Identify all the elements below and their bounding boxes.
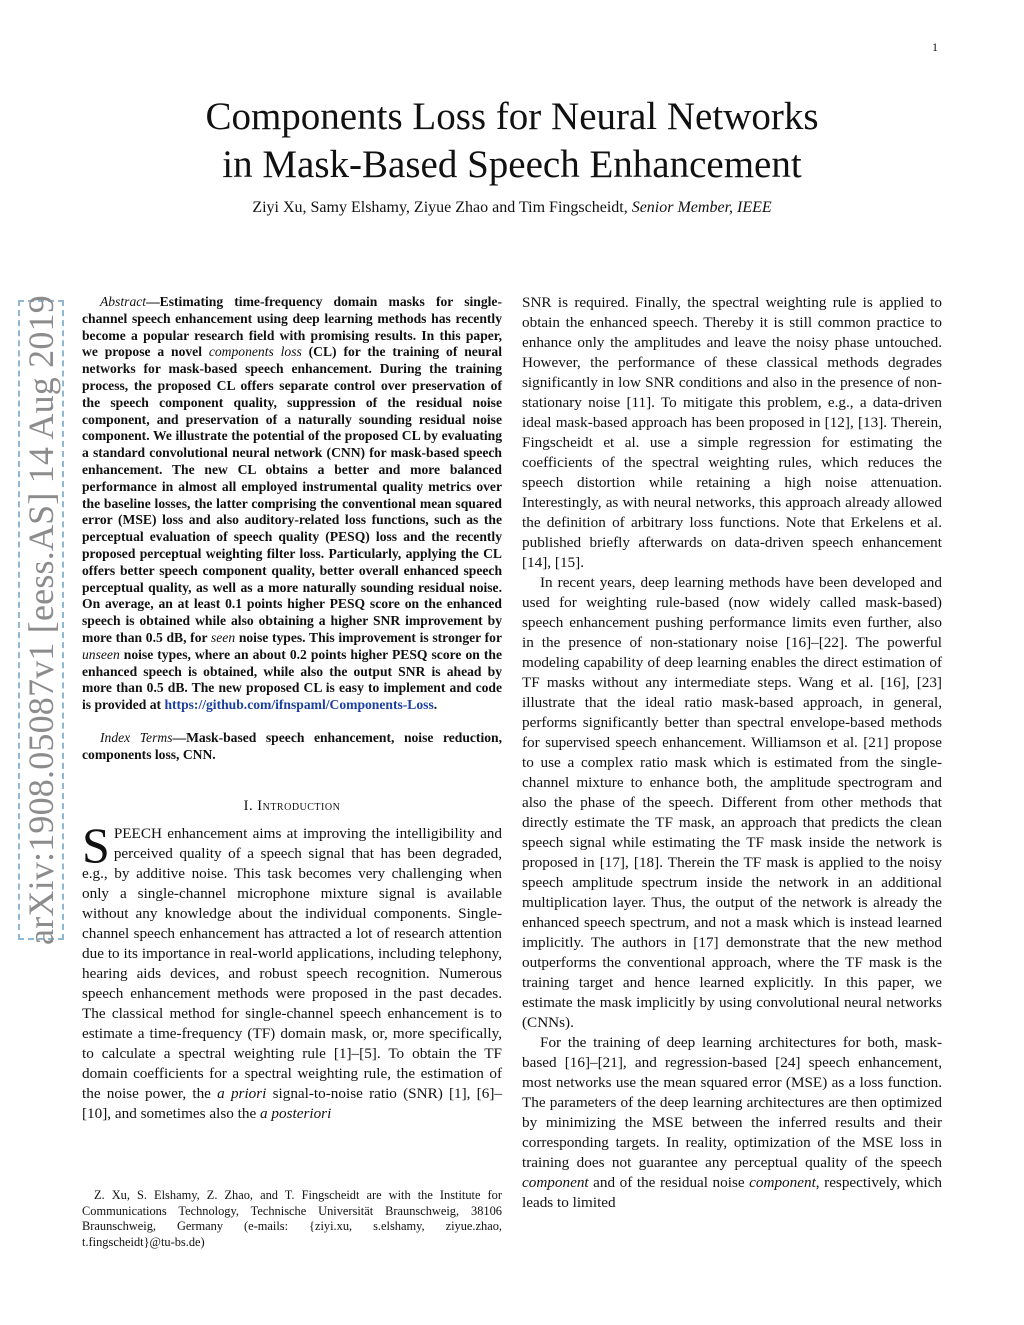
right-column [522, 293, 942, 1213]
abstract-label: Abstract [100, 294, 147, 309]
body-emphasis: component [522, 1174, 589, 1191]
index-terms-text: —Mask-based speech enhancement, noise reduction, components loss, CNN. [82, 729, 502, 762]
author-names: Ziyi Xu, Samy Elshamy, Ziyue Zhao and Tim Fingscheidt, [252, 199, 632, 216]
page-number: 1 [932, 40, 938, 54]
section-title: Introduction [257, 797, 341, 814]
body-paragraph: In recent years, deep learning methods have been developed and used for weighting rule-based (now widely called mask-based) speech enhancement pushing performance limits even further, also in the presence of non-stationary noise [16]–[22]. The powerful modeling capability of deep learning enables the direct estimation of TF masks without any intermediate steps. Wang et al. [16], [23] illustrate that the ideal ratio mask-based approach, in general, performs significantly better than spectral envelope-based methods for supervised speech enhancement. Williamson et al. [21] propose to use a complex ratio mask which is estimated from the single-channel mixture to enhance both, the amplitude spectrogram and also the phase of the speech. Different from other methods that directly estimate the TF mask, an approach that predicts the clean speech signal while estimating the TF mask inside the network is proposed in [17], [18]. Therein the TF mask is applied to the noisy speech amplitude spectrum inside the network in an additional multiplication layer. Thus, the output of the network is already the enhanced speech spectrum, and not a mask which is instead learned implicitly. The authors in [17] demonstrate that the new method outperforms the conventional approach, where the TF mask is the training target and hence learned explicitly. In this paper, we estimate the mask implicitly by using convolutional neural networks (CNNs). [522, 574, 942, 1031]
body-emphasis: component [749, 1174, 816, 1191]
abstract-text: noise types. This improvement is stronger for [235, 629, 502, 645]
title-line-1: Components Loss for Neural Networks [205, 95, 819, 138]
left-column [82, 294, 502, 1124]
abstract-seen: seen [210, 629, 236, 645]
arxiv-stamp[interactable] [18, 295, 64, 945]
index-terms [82, 730, 502, 764]
code-link[interactable]: https://github.com/ifnspaml/Components-Loss [164, 697, 434, 713]
author-list [0, 199, 1024, 217]
body-text: and of the residual noise [588, 1174, 750, 1191]
intro-paragraph [82, 816, 502, 1124]
author-affiliation-footnote: Z. Xu, S. Elshamy, Z. Zhao, and T. Fingscheidt are with the Institute for Communications Technology, Technische Universität Braunschweig, 38106 Braunschweig, Germany (e-mails: {ziyi.xu, s.elshamy, ziyue.zhao, t.fingscheidt}@tu-bs.de) [82, 1188, 502, 1249]
body-text: For the training of deep learning architectures for both, mask-based [16]–[21], and regression-based [24] speech enhancement, most networks use the mean squared error (MSE) as a loss function. The parameters of the deep learning architectures are then optimized by minimizing the MSE between the inferred results and their corresponding targets. In reality, optimization of the MSE loss in training does not guarantee any perceptual quality of the speech [522, 1034, 942, 1171]
section-heading-introduction [82, 796, 502, 816]
drop-cap: S [82, 816, 110, 873]
abstract-text: —Estimating time-frequency domain masks for single-channel speech enhancement using deep learning methods has recently become a popular research field with promising results. In this paper, we propose a novel [82, 294, 502, 360]
arxiv-identifier[interactable]: arXiv:1908.05087v1 [eess.AS] 14 Aug 2019 [21, 295, 61, 945]
paper-title [0, 93, 1024, 189]
intro-a-posteriori: a posteriori [260, 1104, 332, 1122]
abstract-text: . [433, 697, 438, 713]
abstract-text: noise types, where an about 0.2 points higher PESQ score on the enhanced speech is obtained, while also the output SNR is ahead by more than 0.5 dB. The new proposed CL is easy to implement and code is provided at [82, 646, 502, 713]
body-text: , respectively, which leads to limited [522, 1174, 942, 1211]
intro-a-priori: a priori [217, 1084, 267, 1102]
section-numeral: I. [243, 797, 258, 814]
abstract-unseen: unseen [82, 646, 120, 662]
index-terms-label: Index Terms [100, 729, 173, 745]
body-paragraph: SNR is required. Finally, the spectral weighting rule is applied to obtain the enhanced speech. Thereby it is still common practice to enhance only the amplitudes and leave the noisy phase untouched. However, the performance of these classical methods degrades significantly in low SNR conditions and also in the presence of non-stationary noise [11]. To mitigate this problem, e.g., a data-driven ideal mask-based approach has been proposed in [12], [13]. Therein, Fingscheidt et al. use a simple regression for estimating the coefficients of the spectral weighting rules, which reduces the speech distortion while retaining a high noise attenuation. Interestingly, as with neural networks, this approach already allowed the definition of arbitrary loss functions. Note that Erkelens et al. published briefly afterwards on data-driven speech enhancement [14], [15]. [522, 294, 942, 571]
title-line-2: in Mask-Based Speech Enhancement [222, 143, 802, 186]
body-paragraph [522, 1033, 942, 1213]
abstract-text: (CL) for the training of neural networks for mask-based speech enhancement. During the training process, the proposed CL offers separate control over preservation of the speech component quality, suppression of the residual noise component, and preservation of a naturally sounding residual noise component. We illustrate the potential of the proposed CL by evaluating a standard convolutional neural network (CNN) for mask-based speech enhancement. The new CL obtains a better and more balanced performance in almost all employed instrumental quality metrics over the baseline losses, the latter comprising the conventional mean squared error (MSE) loss and also auditory-related loss functions, such as the perceptual evaluation of speech quality (PESQ) loss and the recently proposed perceptual weighting filter loss. Particularly, applying the CL offers better speech component quality, better overall enhanced speech perceptual quality, as well as a more naturally sounding residual noise. On average, an at least 0.1 points higher PESQ score on the enhanced speech is obtained while also obtaining a higher SNR improvement by more than 0.5 dB, for [82, 344, 502, 645]
abstract-cl-term: components loss [208, 344, 302, 360]
intro-text: signal-to-noise ratio (SNR) [1], [6]–[10], and sometimes also the [82, 1084, 502, 1122]
abstract [82, 294, 502, 714]
author-membership: Senior Member, IEEE [631, 199, 772, 216]
intro-text: PEECH enhancement aims at improving the intelligibility and perceived quality of a speech signal that has been degraded, e.g., by additive noise. This task becomes very challenging when only a single-channel microphone mixture signal is available without any knowledge about the individual components. Single-channel speech enhancement has attracted a lot of research attention due to its importance in real-world applications, including telephony, hearing aids devices, and robust speech recognition. Numerous speech enhancement methods were proposed in the past decades. The classical method for single-channel speech enhancement is to estimate a time-frequency (TF) domain mask, or, more specifically, to calculate a spectral weighting rule [1]–[5]. To obtain the TF domain coefficients for a spectral weighting rule, the estimation of the noise power, the [82, 824, 502, 1102]
